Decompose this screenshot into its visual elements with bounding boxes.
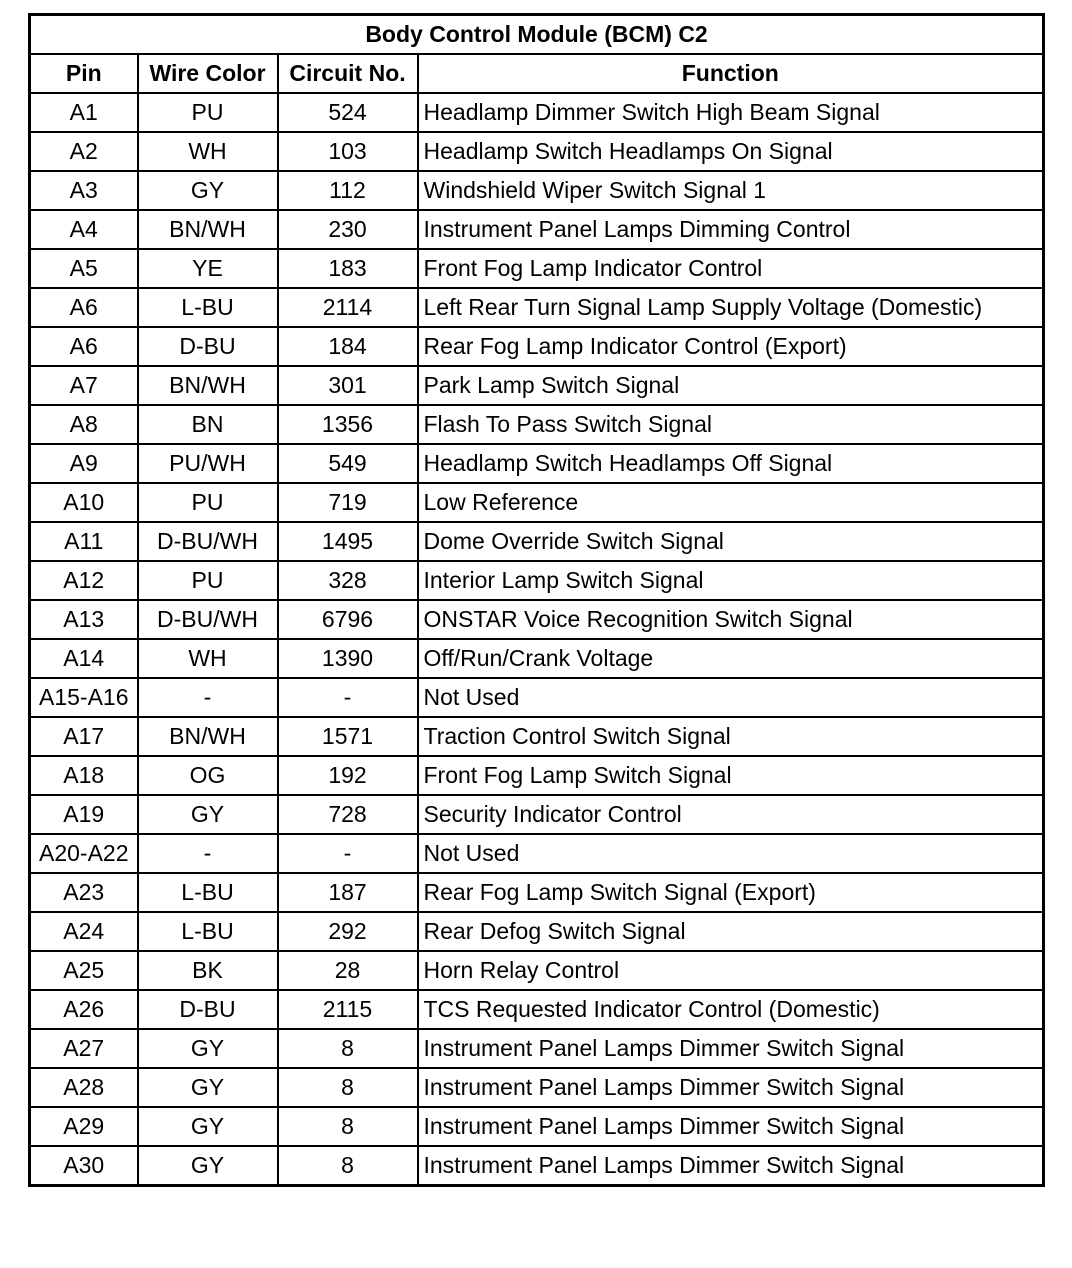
table-row <box>30 405 1044 444</box>
function-cell: Interior Lamp Switch Signal <box>418 561 1044 600</box>
wire-color-cell: OG <box>138 756 278 795</box>
header-pin: Pin <box>30 54 138 93</box>
table-row <box>30 1029 1044 1068</box>
circuit-no-cell: - <box>278 834 418 873</box>
function-cell: ONSTAR Voice Recognition Switch Signal <box>418 600 1044 639</box>
circuit-no-cell: 301 <box>278 366 418 405</box>
circuit-no-cell: 8 <box>278 1068 418 1107</box>
wire-color-cell: D-BU/WH <box>138 600 278 639</box>
wire-color-cell: BK <box>138 951 278 990</box>
pin-cell: A11 <box>30 522 138 561</box>
wire-color-cell: L-BU <box>138 912 278 951</box>
function-cell: Headlamp Dimmer Switch High Beam Signal <box>418 93 1044 132</box>
circuit-no-cell: 728 <box>278 795 418 834</box>
function-cell: Front Fog Lamp Indicator Control <box>418 249 1044 288</box>
table-row <box>30 171 1044 210</box>
table-row <box>30 834 1044 873</box>
function-cell: Low Reference <box>418 483 1044 522</box>
header-function: Function <box>418 54 1044 93</box>
function-cell: Headlamp Switch Headlamps Off Signal <box>418 444 1044 483</box>
pin-cell: A7 <box>30 366 138 405</box>
table-row <box>30 717 1044 756</box>
circuit-no-cell: 6796 <box>278 600 418 639</box>
table-row <box>30 1068 1044 1107</box>
table-row <box>30 288 1044 327</box>
table-row <box>30 327 1044 366</box>
wire-color-cell: D-BU <box>138 990 278 1029</box>
pin-cell: A6 <box>30 288 138 327</box>
wire-color-cell: GY <box>138 795 278 834</box>
function-cell: Headlamp Switch Headlamps On Signal <box>418 132 1044 171</box>
function-cell: Left Rear Turn Signal Lamp Supply Voltage (Domestic) <box>418 288 1044 327</box>
circuit-no-cell: 8 <box>278 1107 418 1146</box>
wire-color-cell: GY <box>138 1146 278 1186</box>
wire-color-cell: YE <box>138 249 278 288</box>
table-row <box>30 912 1044 951</box>
wire-color-cell: PU <box>138 93 278 132</box>
wire-color-cell: GY <box>138 1068 278 1107</box>
circuit-no-cell: 524 <box>278 93 418 132</box>
circuit-no-cell: 103 <box>278 132 418 171</box>
wire-color-cell: PU <box>138 561 278 600</box>
table-row <box>30 93 1044 132</box>
pin-cell: A1 <box>30 93 138 132</box>
table-row <box>30 249 1044 288</box>
circuit-no-cell: 192 <box>278 756 418 795</box>
circuit-no-cell: 549 <box>278 444 418 483</box>
table-row <box>30 873 1044 912</box>
function-cell: Instrument Panel Lamps Dimmer Switch Signal <box>418 1146 1044 1186</box>
header-wire-color: Wire Color <box>138 54 278 93</box>
wire-color-cell: BN/WH <box>138 366 278 405</box>
pin-cell: A13 <box>30 600 138 639</box>
pin-cell: A9 <box>30 444 138 483</box>
table-header-row <box>30 54 1044 93</box>
wire-color-cell: D-BU <box>138 327 278 366</box>
wire-color-cell: D-BU/WH <box>138 522 278 561</box>
pin-cell: A20-A22 <box>30 834 138 873</box>
table-row <box>30 639 1044 678</box>
table-row <box>30 444 1044 483</box>
table-row <box>30 483 1044 522</box>
table-row <box>30 795 1044 834</box>
pin-cell: A17 <box>30 717 138 756</box>
pin-cell: A23 <box>30 873 138 912</box>
pin-cell: A4 <box>30 210 138 249</box>
wire-color-cell: BN <box>138 405 278 444</box>
circuit-no-cell: 1571 <box>278 717 418 756</box>
pin-cell: A28 <box>30 1068 138 1107</box>
table-row <box>30 561 1044 600</box>
wire-color-cell: GY <box>138 1029 278 1068</box>
pin-cell: A10 <box>30 483 138 522</box>
pin-cell: A18 <box>30 756 138 795</box>
circuit-no-cell: 187 <box>278 873 418 912</box>
wire-color-cell: BN/WH <box>138 717 278 756</box>
function-cell: Park Lamp Switch Signal <box>418 366 1044 405</box>
wire-color-cell: - <box>138 834 278 873</box>
function-cell: Not Used <box>418 678 1044 717</box>
table-row <box>30 756 1044 795</box>
table-row <box>30 1146 1044 1186</box>
pin-cell: A30 <box>30 1146 138 1186</box>
function-cell: Horn Relay Control <box>418 951 1044 990</box>
wire-color-cell: L-BU <box>138 288 278 327</box>
table-row <box>30 951 1044 990</box>
table-title-row <box>30 15 1044 55</box>
pin-cell: A6 <box>30 327 138 366</box>
circuit-no-cell: 719 <box>278 483 418 522</box>
function-cell: Traction Control Switch Signal <box>418 717 1044 756</box>
pin-cell: A14 <box>30 639 138 678</box>
table-row <box>30 678 1044 717</box>
function-cell: TCS Requested Indicator Control (Domestic) <box>418 990 1044 1029</box>
table-row <box>30 600 1044 639</box>
wire-color-cell: BN/WH <box>138 210 278 249</box>
wire-color-cell: WH <box>138 639 278 678</box>
function-cell: Windshield Wiper Switch Signal 1 <box>418 171 1044 210</box>
function-cell: Dome Override Switch Signal <box>418 522 1044 561</box>
wire-color-cell: GY <box>138 1107 278 1146</box>
bcm-c2-connector-table <box>28 13 1045 1187</box>
header-circuit-no: Circuit No. <box>278 54 418 93</box>
function-cell: Rear Fog Lamp Indicator Control (Export) <box>418 327 1044 366</box>
circuit-no-cell: 328 <box>278 561 418 600</box>
table-row <box>30 366 1044 405</box>
pin-cell: A8 <box>30 405 138 444</box>
function-cell: Front Fog Lamp Switch Signal <box>418 756 1044 795</box>
circuit-no-cell: 1356 <box>278 405 418 444</box>
pin-cell: A29 <box>30 1107 138 1146</box>
pin-cell: A5 <box>30 249 138 288</box>
function-cell: Off/Run/Crank Voltage <box>418 639 1044 678</box>
table-row <box>30 210 1044 249</box>
circuit-no-cell: 2115 <box>278 990 418 1029</box>
circuit-no-cell: 1495 <box>278 522 418 561</box>
function-cell: Rear Fog Lamp Switch Signal (Export) <box>418 873 1044 912</box>
table-title: Body Control Module (BCM) C2 <box>30 15 1044 55</box>
pin-cell: A26 <box>30 990 138 1029</box>
function-cell: Not Used <box>418 834 1044 873</box>
function-cell: Instrument Panel Lamps Dimmer Switch Signal <box>418 1029 1044 1068</box>
pin-cell: A27 <box>30 1029 138 1068</box>
table-row <box>30 1107 1044 1146</box>
pin-cell: A19 <box>30 795 138 834</box>
wire-color-cell: PU/WH <box>138 444 278 483</box>
function-cell: Security Indicator Control <box>418 795 1044 834</box>
function-cell: Instrument Panel Lamps Dimming Control <box>418 210 1044 249</box>
function-cell: Instrument Panel Lamps Dimmer Switch Signal <box>418 1068 1044 1107</box>
table-row <box>30 132 1044 171</box>
table-row <box>30 522 1044 561</box>
circuit-no-cell: 8 <box>278 1146 418 1186</box>
circuit-no-cell: 8 <box>278 1029 418 1068</box>
circuit-no-cell: 292 <box>278 912 418 951</box>
wire-color-cell: WH <box>138 132 278 171</box>
pin-cell: A25 <box>30 951 138 990</box>
wire-color-cell: L-BU <box>138 873 278 912</box>
pin-cell: A15-A16 <box>30 678 138 717</box>
table-row <box>30 990 1044 1029</box>
circuit-no-cell: 112 <box>278 171 418 210</box>
table-body <box>30 93 1044 1186</box>
wire-color-cell: PU <box>138 483 278 522</box>
circuit-no-cell: 183 <box>278 249 418 288</box>
pin-cell: A3 <box>30 171 138 210</box>
function-cell: Instrument Panel Lamps Dimmer Switch Signal <box>418 1107 1044 1146</box>
pin-cell: A24 <box>30 912 138 951</box>
function-cell: Rear Defog Switch Signal <box>418 912 1044 951</box>
circuit-no-cell: 1390 <box>278 639 418 678</box>
circuit-no-cell: 28 <box>278 951 418 990</box>
circuit-no-cell: 184 <box>278 327 418 366</box>
wire-color-cell: - <box>138 678 278 717</box>
circuit-no-cell: 2114 <box>278 288 418 327</box>
wire-color-cell: GY <box>138 171 278 210</box>
circuit-no-cell: 230 <box>278 210 418 249</box>
pin-cell: A2 <box>30 132 138 171</box>
circuit-no-cell: - <box>278 678 418 717</box>
pin-cell: A12 <box>30 561 138 600</box>
function-cell: Flash To Pass Switch Signal <box>418 405 1044 444</box>
